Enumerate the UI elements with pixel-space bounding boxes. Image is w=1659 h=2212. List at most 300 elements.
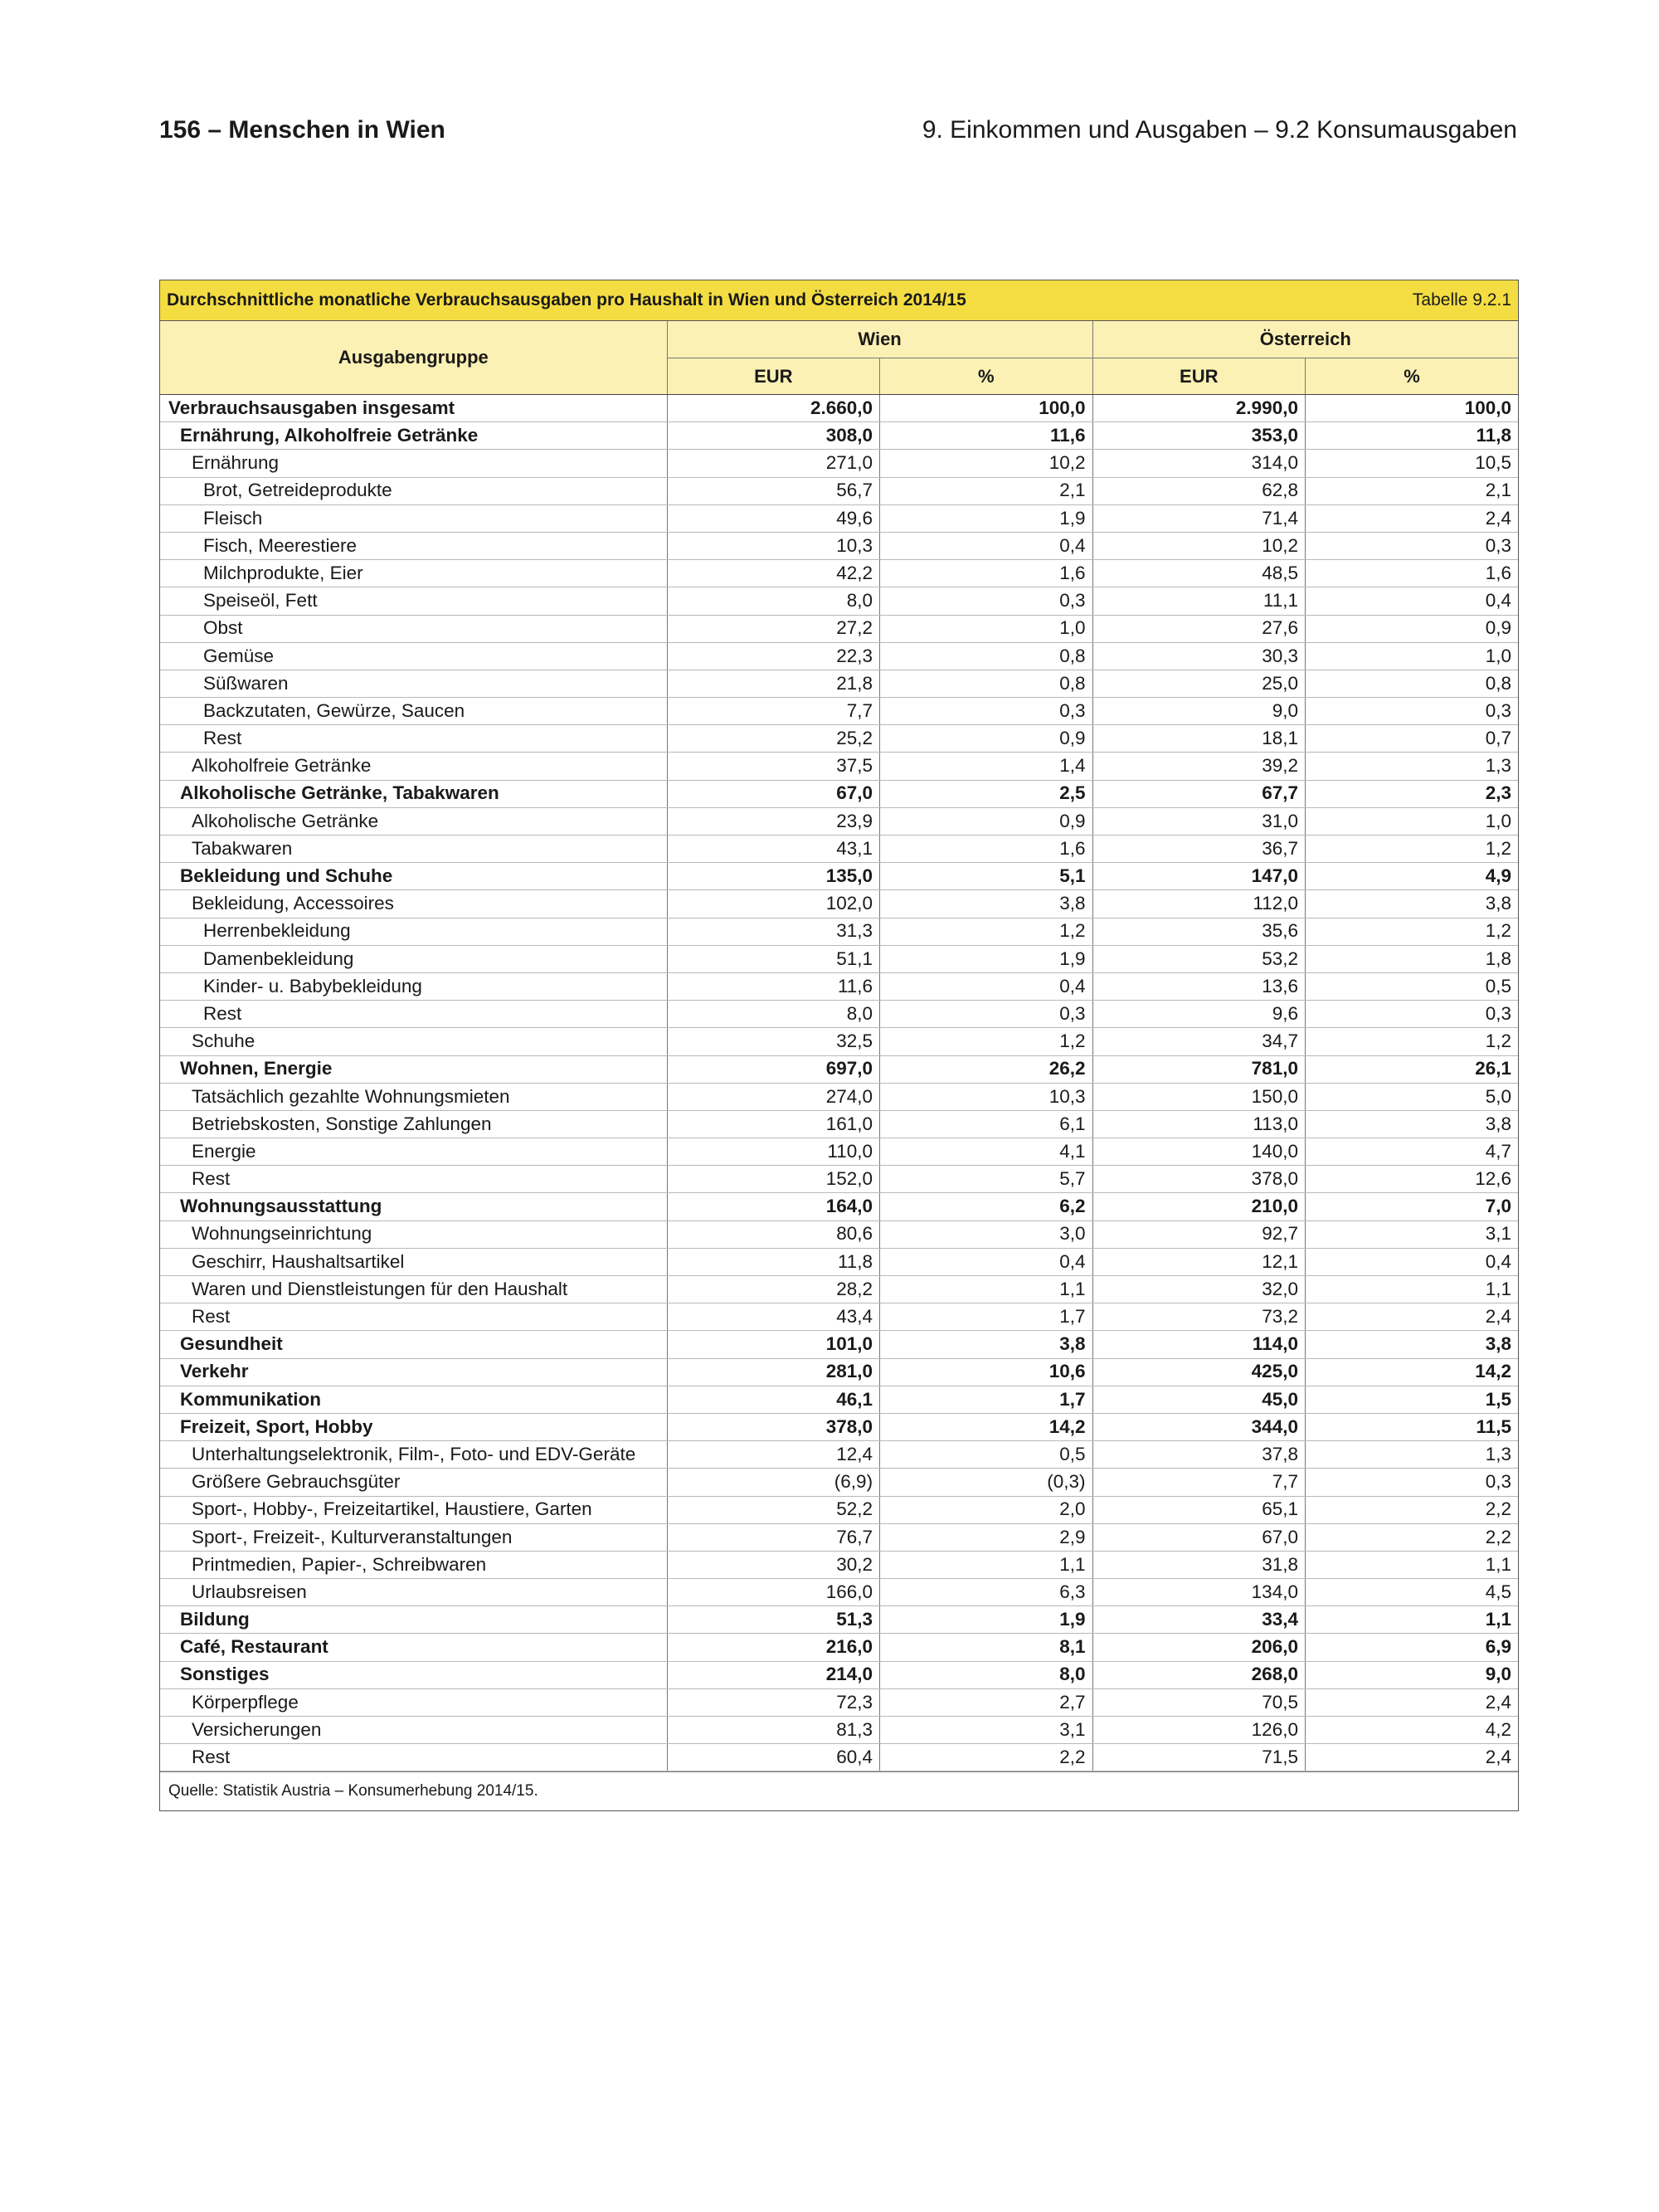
cell-wien-pct: 8,0 [880, 1661, 1092, 1688]
page-header [159, 110, 1517, 151]
cell-wien-eur: 110,0 [667, 1138, 879, 1166]
cell-at-eur: 39,2 [1092, 753, 1305, 780]
cell-at-eur: 114,0 [1092, 1331, 1305, 1358]
cell-at-pct: 2,4 [1305, 1744, 1518, 1771]
cell-at-pct: 4,7 [1305, 1138, 1518, 1166]
cell-wien-eur: 43,1 [667, 836, 879, 863]
table-row [160, 1634, 1518, 1661]
table-row [160, 560, 1518, 587]
row-label: Rest [160, 1744, 667, 1771]
cell-at-pct: 1,3 [1305, 1441, 1518, 1469]
cell-wien-pct: 6,2 [880, 1193, 1092, 1220]
cell-wien-eur: 308,0 [667, 422, 879, 450]
cell-wien-pct: 3,1 [880, 1717, 1092, 1744]
table-row [160, 863, 1518, 890]
cell-at-eur: 147,0 [1092, 863, 1305, 890]
cell-wien-pct: 1,2 [880, 918, 1092, 945]
row-label: Urlaubsreisen [160, 1579, 667, 1606]
row-label: Verkehr [160, 1358, 667, 1386]
table-row [160, 1193, 1518, 1220]
cell-at-pct: 2,3 [1305, 780, 1518, 807]
row-label: Rest [160, 1303, 667, 1331]
col-header-wien-eur: EUR [667, 358, 879, 395]
cell-at-pct: 0,9 [1305, 615, 1518, 642]
cell-at-pct: 0,3 [1305, 532, 1518, 559]
table-row [160, 504, 1518, 532]
cell-wien-eur: 28,2 [667, 1276, 879, 1303]
cell-at-pct: 6,9 [1305, 1634, 1518, 1661]
row-label: Ernährung, Alkoholfreie Getränke [160, 422, 667, 450]
table-row [160, 1606, 1518, 1634]
cell-wien-eur: 51,1 [667, 945, 879, 972]
table-row [160, 1441, 1518, 1469]
cell-wien-pct: 1,1 [880, 1551, 1092, 1578]
cell-wien-pct: 1,9 [880, 1606, 1092, 1634]
cell-wien-pct: 10,3 [880, 1083, 1092, 1110]
cell-wien-pct: 3,0 [880, 1220, 1092, 1248]
row-label: Herrenbekleidung [160, 918, 667, 945]
row-label: Bildung [160, 1606, 667, 1634]
cell-wien-eur: 281,0 [667, 1358, 879, 1386]
cell-wien-pct: (0,3) [880, 1469, 1092, 1496]
cell-at-pct: 1,8 [1305, 945, 1518, 972]
cell-wien-pct: 26,2 [880, 1055, 1092, 1083]
col-header-oesterreich: Österreich [1092, 321, 1518, 358]
cell-at-pct: 0,7 [1305, 725, 1518, 753]
cell-wien-pct: 2,2 [880, 1744, 1092, 1771]
cell-at-pct: 1,1 [1305, 1276, 1518, 1303]
table-row [160, 890, 1518, 918]
cell-at-eur: 36,7 [1092, 836, 1305, 863]
row-label: Süßwaren [160, 670, 667, 697]
row-label: Speiseöl, Fett [160, 587, 667, 615]
cell-wien-pct: 0,5 [880, 1441, 1092, 1469]
cell-at-eur: 48,5 [1092, 560, 1305, 587]
cell-wien-pct: 10,2 [880, 450, 1092, 477]
cell-at-pct: 10,5 [1305, 450, 1518, 477]
cell-at-eur: 25,0 [1092, 670, 1305, 697]
cell-wien-eur: 8,0 [667, 1001, 879, 1028]
cell-at-pct: 1,0 [1305, 642, 1518, 670]
cell-wien-pct: 0,9 [880, 725, 1092, 753]
cell-wien-eur: 135,0 [667, 863, 879, 890]
table-row [160, 972, 1518, 1000]
cell-wien-pct: 1,1 [880, 1276, 1092, 1303]
cell-wien-pct: 1,4 [880, 753, 1092, 780]
row-label: Waren und Dienstleistungen für den Haushalt [160, 1276, 667, 1303]
cell-wien-pct: 0,3 [880, 1001, 1092, 1028]
cell-at-pct: 14,2 [1305, 1358, 1518, 1386]
cell-wien-eur: 22,3 [667, 642, 879, 670]
cell-at-eur: 113,0 [1092, 1110, 1305, 1138]
cell-at-eur: 67,7 [1092, 780, 1305, 807]
cell-wien-pct: 11,6 [880, 422, 1092, 450]
cell-at-pct: 0,3 [1305, 1001, 1518, 1028]
cell-wien-eur: 51,3 [667, 1606, 879, 1634]
cell-wien-pct: 6,3 [880, 1579, 1092, 1606]
table-row [160, 1248, 1518, 1275]
table-row [160, 807, 1518, 835]
cell-wien-pct: 2,1 [880, 477, 1092, 504]
row-label: Ernährung [160, 450, 667, 477]
cell-at-eur: 425,0 [1092, 1358, 1305, 1386]
table-row [160, 1083, 1518, 1110]
cell-wien-pct: 5,7 [880, 1166, 1092, 1193]
row-label: Geschirr, Haushaltsartikel [160, 1248, 667, 1275]
cell-at-eur: 126,0 [1092, 1717, 1305, 1744]
cell-wien-eur: (6,9) [667, 1469, 879, 1496]
cell-at-eur: 378,0 [1092, 1166, 1305, 1193]
cell-at-pct: 4,5 [1305, 1579, 1518, 1606]
row-label: Café, Restaurant [160, 1634, 667, 1661]
table-body [160, 395, 1518, 1771]
col-header-at-pct: % [1305, 358, 1518, 395]
row-label: Tatsächlich gezahlte Wohnungsmieten [160, 1083, 667, 1110]
cell-at-eur: 70,5 [1092, 1688, 1305, 1716]
col-header-wien-pct: % [880, 358, 1092, 395]
cell-wien-eur: 81,3 [667, 1717, 879, 1744]
table-number: Tabelle 9.2.1 [1412, 290, 1511, 309]
cell-at-eur: 268,0 [1092, 1661, 1305, 1688]
cell-wien-eur: 52,2 [667, 1496, 879, 1523]
table-row [160, 615, 1518, 642]
cell-at-pct: 2,4 [1305, 1688, 1518, 1716]
table-row [160, 1110, 1518, 1138]
cell-at-eur: 37,8 [1092, 1441, 1305, 1469]
cell-wien-eur: 43,4 [667, 1303, 879, 1331]
cell-at-eur: 150,0 [1092, 1083, 1305, 1110]
cell-at-eur: 7,7 [1092, 1469, 1305, 1496]
cell-at-pct: 1,6 [1305, 560, 1518, 587]
cell-wien-eur: 32,5 [667, 1028, 879, 1055]
cell-at-eur: 210,0 [1092, 1193, 1305, 1220]
table-row [160, 1028, 1518, 1055]
cell-wien-pct: 1,9 [880, 945, 1092, 972]
table-row [160, 587, 1518, 615]
row-label: Backzutaten, Gewürze, Saucen [160, 698, 667, 725]
cell-wien-eur: 49,6 [667, 504, 879, 532]
row-label: Sport-, Freizeit-, Kulturveranstaltungen [160, 1523, 667, 1551]
cell-wien-pct: 0,8 [880, 670, 1092, 697]
row-label: Rest [160, 1166, 667, 1193]
table-row [160, 780, 1518, 807]
cell-wien-eur: 274,0 [667, 1083, 879, 1110]
cell-at-eur: 33,4 [1092, 1606, 1305, 1634]
cell-at-pct: 3,8 [1305, 890, 1518, 918]
cell-wien-pct: 0,3 [880, 698, 1092, 725]
cell-at-eur: 31,8 [1092, 1551, 1305, 1578]
table-row [160, 1303, 1518, 1331]
table-row [160, 532, 1518, 559]
table-row [160, 1413, 1518, 1440]
cell-at-pct: 2,2 [1305, 1523, 1518, 1551]
cell-at-eur: 45,0 [1092, 1386, 1305, 1413]
row-label: Betriebskosten, Sonstige Zahlungen [160, 1110, 667, 1138]
cell-wien-eur: 152,0 [667, 1166, 879, 1193]
cell-at-eur: 35,6 [1092, 918, 1305, 945]
cell-wien-pct: 2,0 [880, 1496, 1092, 1523]
cell-at-pct: 1,1 [1305, 1551, 1518, 1578]
cell-at-pct: 1,2 [1305, 1028, 1518, 1055]
table-row [160, 1358, 1518, 1386]
col-header-wien: Wien [667, 321, 1092, 358]
cell-wien-pct: 0,8 [880, 642, 1092, 670]
cell-at-pct: 1,1 [1305, 1606, 1518, 1634]
cell-wien-pct: 1,2 [880, 1028, 1092, 1055]
cell-at-pct: 3,8 [1305, 1331, 1518, 1358]
cell-at-eur: 10,2 [1092, 532, 1305, 559]
row-label: Brot, Getreideprodukte [160, 477, 667, 504]
table-row [160, 1717, 1518, 1744]
row-label: Obst [160, 615, 667, 642]
table-row [160, 1579, 1518, 1606]
cell-wien-eur: 2.660,0 [667, 395, 879, 422]
row-label: Körperpflege [160, 1688, 667, 1716]
cell-wien-pct: 1,9 [880, 504, 1092, 532]
cell-at-eur: 65,1 [1092, 1496, 1305, 1523]
cell-at-eur: 73,2 [1092, 1303, 1305, 1331]
cell-wien-eur: 10,3 [667, 532, 879, 559]
table-row [160, 642, 1518, 670]
cell-wien-pct: 1,0 [880, 615, 1092, 642]
expenditure-table [159, 280, 1519, 1811]
cell-wien-eur: 216,0 [667, 1634, 879, 1661]
chapter-title: 9. Einkommen und Ausgaben – 9.2 Konsumausgaben [922, 116, 1517, 144]
row-label: Alkoholische Getränke [160, 807, 667, 835]
cell-wien-eur: 23,9 [667, 807, 879, 835]
table-row [160, 1220, 1518, 1248]
cell-wien-pct: 8,1 [880, 1634, 1092, 1661]
cell-wien-pct: 4,1 [880, 1138, 1092, 1166]
table-row [160, 1744, 1518, 1771]
cell-at-eur: 30,3 [1092, 642, 1305, 670]
row-label: Gemüse [160, 642, 667, 670]
cell-wien-eur: 42,2 [667, 560, 879, 587]
cell-wien-eur: 697,0 [667, 1055, 879, 1083]
cell-at-pct: 0,3 [1305, 698, 1518, 725]
cell-wien-eur: 76,7 [667, 1523, 879, 1551]
data-table [160, 321, 1518, 1771]
cell-wien-pct: 0,9 [880, 807, 1092, 835]
row-label: Fleisch [160, 504, 667, 532]
row-label: Bekleidung und Schuhe [160, 863, 667, 890]
cell-wien-pct: 2,9 [880, 1523, 1092, 1551]
source-note [160, 1771, 1518, 1810]
table-row [160, 1523, 1518, 1551]
cell-at-pct: 5,0 [1305, 1083, 1518, 1110]
cell-wien-eur: 7,7 [667, 698, 879, 725]
cell-at-pct: 1,2 [1305, 836, 1518, 863]
col-header-at-eur: EUR [1092, 358, 1305, 395]
cell-wien-eur: 11,6 [667, 972, 879, 1000]
cell-wien-eur: 67,0 [667, 780, 879, 807]
table-row [160, 422, 1518, 450]
cell-at-pct: 0,3 [1305, 1469, 1518, 1496]
cell-at-pct: 4,9 [1305, 863, 1518, 890]
table-row [160, 450, 1518, 477]
row-label: Schuhe [160, 1028, 667, 1055]
cell-at-eur: 13,6 [1092, 972, 1305, 1000]
cell-wien-eur: 166,0 [667, 1579, 879, 1606]
cell-at-eur: 34,7 [1092, 1028, 1305, 1055]
cell-at-pct: 9,0 [1305, 1661, 1518, 1688]
cell-at-eur: 353,0 [1092, 422, 1305, 450]
cell-wien-pct: 0,4 [880, 972, 1092, 1000]
table-title: Durchschnittliche monatliche Verbrauchsausgaben pro Haushalt in Wien und Österreich 2014/15 [167, 290, 966, 309]
cell-wien-eur: 161,0 [667, 1110, 879, 1138]
cell-at-pct: 0,5 [1305, 972, 1518, 1000]
cell-at-pct: 11,5 [1305, 1413, 1518, 1440]
cell-at-pct: 1,0 [1305, 807, 1518, 835]
table-row [160, 1001, 1518, 1028]
cell-at-pct: 2,4 [1305, 1303, 1518, 1331]
row-label: Rest [160, 1001, 667, 1028]
cell-at-eur: 140,0 [1092, 1138, 1305, 1166]
cell-at-eur: 31,0 [1092, 807, 1305, 835]
cell-at-eur: 32,0 [1092, 1276, 1305, 1303]
cell-at-pct: 4,2 [1305, 1717, 1518, 1744]
cell-wien-eur: 102,0 [667, 890, 879, 918]
row-label: Wohnen, Energie [160, 1055, 667, 1083]
cell-at-eur: 134,0 [1092, 1579, 1305, 1606]
cell-wien-pct: 1,6 [880, 560, 1092, 587]
row-label: Damenbekleidung [160, 945, 667, 972]
cell-wien-eur: 271,0 [667, 450, 879, 477]
table-row [160, 1166, 1518, 1193]
cell-wien-pct: 3,8 [880, 890, 1092, 918]
row-label: Alkoholische Getränke, Tabakwaren [160, 780, 667, 807]
cell-at-pct: 100,0 [1305, 395, 1518, 422]
cell-wien-pct: 0,4 [880, 532, 1092, 559]
cell-at-eur: 206,0 [1092, 1634, 1305, 1661]
cell-wien-pct: 1,7 [880, 1386, 1092, 1413]
row-label: Kinder- u. Babybekleidung [160, 972, 667, 1000]
cell-wien-eur: 214,0 [667, 1661, 879, 1688]
cell-at-eur: 344,0 [1092, 1413, 1305, 1440]
table-row [160, 395, 1518, 422]
cell-wien-pct: 2,7 [880, 1688, 1092, 1716]
table-row [160, 1661, 1518, 1688]
cell-at-pct: 0,8 [1305, 670, 1518, 697]
cell-wien-eur: 25,2 [667, 725, 879, 753]
cell-wien-eur: 378,0 [667, 1413, 879, 1440]
table-row [160, 725, 1518, 753]
cell-at-pct: 2,2 [1305, 1496, 1518, 1523]
cell-wien-pct: 1,6 [880, 836, 1092, 863]
cell-at-pct: 2,4 [1305, 504, 1518, 532]
cell-wien-pct: 0,4 [880, 1248, 1092, 1275]
cell-wien-pct: 10,6 [880, 1358, 1092, 1386]
table-row [160, 1688, 1518, 1716]
cell-at-eur: 71,4 [1092, 504, 1305, 532]
table-row [160, 945, 1518, 972]
cell-at-pct: 7,0 [1305, 1193, 1518, 1220]
cell-at-eur: 71,5 [1092, 1744, 1305, 1771]
cell-at-eur: 18,1 [1092, 725, 1305, 753]
row-label: Energie [160, 1138, 667, 1166]
cell-at-eur: 12,1 [1092, 1248, 1305, 1275]
cell-at-eur: 62,8 [1092, 477, 1305, 504]
cell-wien-eur: 164,0 [667, 1193, 879, 1220]
table-row [160, 1469, 1518, 1496]
table-row [160, 918, 1518, 945]
row-label: Größere Gebrauchsgüter [160, 1469, 667, 1496]
cell-wien-eur: 27,2 [667, 615, 879, 642]
cell-at-pct: 1,2 [1305, 918, 1518, 945]
row-label: Wohnungsausstattung [160, 1193, 667, 1220]
row-label: Unterhaltungselektronik, Film-, Foto- und EDV-Geräte [160, 1441, 667, 1469]
row-label: Sonstiges [160, 1661, 667, 1688]
cell-at-pct: 12,6 [1305, 1166, 1518, 1193]
table-row [160, 698, 1518, 725]
row-label: Fisch, Meerestiere [160, 532, 667, 559]
cell-wien-eur: 80,6 [667, 1220, 879, 1248]
cell-wien-eur: 21,8 [667, 670, 879, 697]
row-label: Sport-, Hobby-, Freizeitartikel, Haustiere, Garten [160, 1496, 667, 1523]
table-row [160, 1055, 1518, 1083]
row-label: Bekleidung, Accessoires [160, 890, 667, 918]
cell-at-eur: 11,1 [1092, 587, 1305, 615]
cell-at-eur: 92,7 [1092, 1220, 1305, 1248]
cell-at-eur: 53,2 [1092, 945, 1305, 972]
cell-wien-eur: 60,4 [667, 1744, 879, 1771]
cell-wien-pct: 3,8 [880, 1331, 1092, 1358]
cell-at-pct: 1,3 [1305, 753, 1518, 780]
cell-wien-pct: 14,2 [880, 1413, 1092, 1440]
cell-wien-eur: 46,1 [667, 1386, 879, 1413]
cell-at-eur: 9,0 [1092, 698, 1305, 725]
row-label: Tabakwaren [160, 836, 667, 863]
row-label: Milchprodukte, Eier [160, 560, 667, 587]
cell-wien-pct: 1,7 [880, 1303, 1092, 1331]
cell-at-pct: 26,1 [1305, 1055, 1518, 1083]
cell-at-pct: 0,4 [1305, 587, 1518, 615]
table-row [160, 1276, 1518, 1303]
row-label: Freizeit, Sport, Hobby [160, 1413, 667, 1440]
table-row [160, 1138, 1518, 1166]
table-row [160, 1331, 1518, 1358]
table-row [160, 836, 1518, 863]
cell-wien-pct: 5,1 [880, 863, 1092, 890]
row-label: Verbrauchsausgaben insgesamt [160, 395, 667, 422]
cell-at-eur: 2.990,0 [1092, 395, 1305, 422]
row-label: Rest [160, 725, 667, 753]
cell-at-pct: 3,1 [1305, 1220, 1518, 1248]
cell-at-eur: 781,0 [1092, 1055, 1305, 1083]
page-number-section: 156 – Menschen in Wien [159, 116, 445, 144]
cell-at-eur: 314,0 [1092, 450, 1305, 477]
cell-at-pct: 2,1 [1305, 477, 1518, 504]
source-text: Quelle: Statistik Austria – Konsumerhebung 2014/15. [168, 1782, 538, 1800]
cell-at-eur: 9,6 [1092, 1001, 1305, 1028]
cell-wien-pct: 6,1 [880, 1110, 1092, 1138]
row-label: Kommunikation [160, 1386, 667, 1413]
cell-wien-pct: 0,3 [880, 587, 1092, 615]
cell-wien-eur: 30,2 [667, 1551, 879, 1578]
cell-wien-eur: 12,4 [667, 1441, 879, 1469]
row-label: Versicherungen [160, 1717, 667, 1744]
cell-at-pct: 1,5 [1305, 1386, 1518, 1413]
cell-wien-eur: 11,8 [667, 1248, 879, 1275]
cell-wien-pct: 2,5 [880, 780, 1092, 807]
cell-wien-eur: 31,3 [667, 918, 879, 945]
cell-at-eur: 112,0 [1092, 890, 1305, 918]
cell-wien-eur: 101,0 [667, 1331, 879, 1358]
table-row [160, 670, 1518, 697]
cell-wien-eur: 8,0 [667, 587, 879, 615]
row-label: Gesundheit [160, 1331, 667, 1358]
table-row [160, 753, 1518, 780]
